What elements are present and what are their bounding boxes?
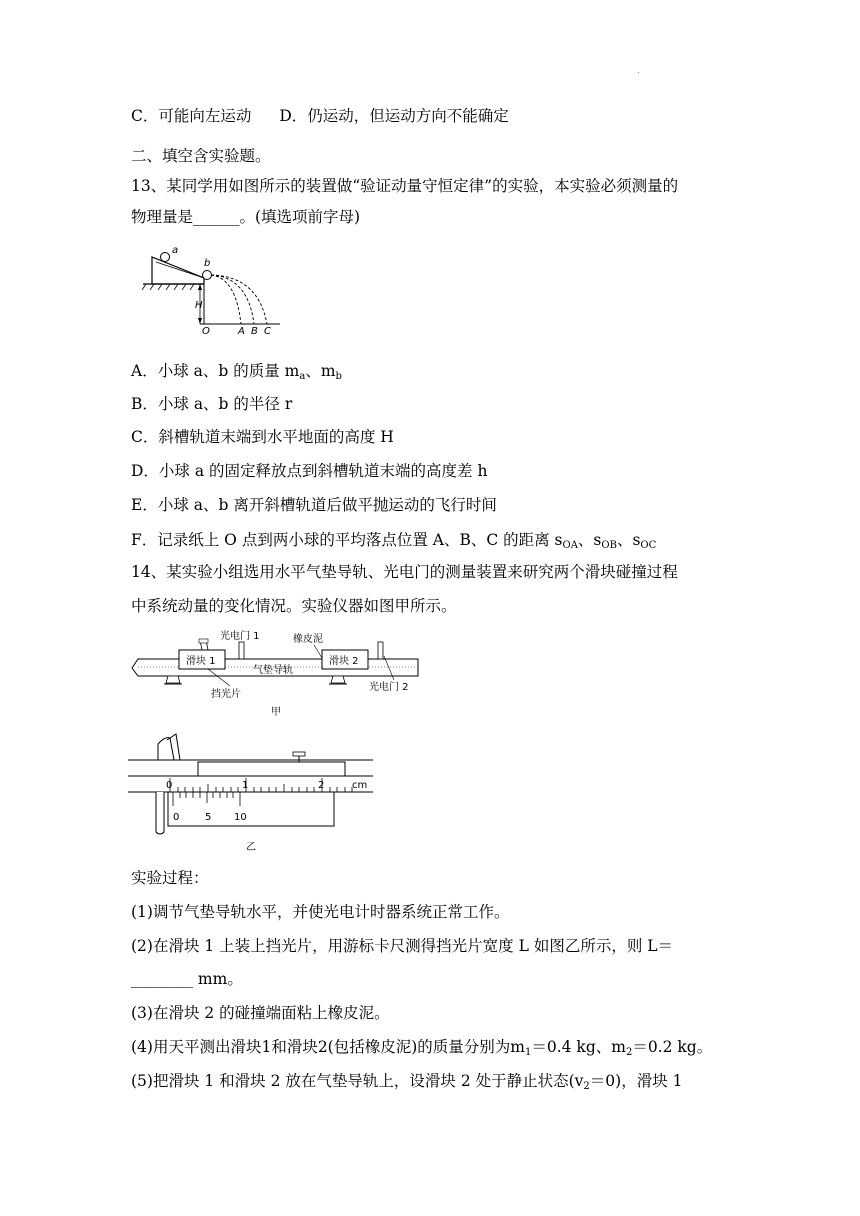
label-A: A xyxy=(238,326,245,336)
figure-b-caption: 乙 xyxy=(246,842,256,852)
question-14-line-2: 中系统动量的变化情况。实验仪器如图甲所示。 xyxy=(131,597,457,615)
main-scale-1: 1 xyxy=(242,780,249,791)
option-d-13: D．小球 a 的固定释放点到斜槽轨道末端的高度差 h xyxy=(131,462,488,480)
option-e: E．小球 a、b 离开斜槽轨道后做平抛运动的飞行时间 xyxy=(131,496,497,514)
label-a: a xyxy=(172,245,179,256)
step-1: (1)调节气垫导轨水平，并使光电计时器系统正常工作。 xyxy=(131,903,510,921)
label-C: C xyxy=(264,326,271,336)
section-2-heading: 二、填空含实验题。 xyxy=(131,147,271,165)
vernier-5: 5 xyxy=(205,812,212,823)
step-5: (5)把滑块 1 和滑块 2 放在气垫导轨上，设滑块 2 处于静止状态$(v_2=0)$，滑块 1 xyxy=(131,1072,683,1092)
option-c-d-line xyxy=(131,106,509,126)
option-b: B．小球 a、b 的半径 r xyxy=(131,395,293,413)
procedure-heading: 实验过程： xyxy=(131,869,209,887)
step-2-line-1: (2)在滑块 1 上装上挡光片，用游标卡尺测得挡光片宽度 L 如图乙所示，则 L＝ xyxy=(131,937,674,955)
step-2-line-2: ________ mm。 xyxy=(131,970,243,988)
option-a: A．小球 a、b 的质量 $m_a$、$m_b$ xyxy=(131,362,342,382)
option-c-13: C．斜槽轨道末端到水平地面的高度 H xyxy=(131,428,394,446)
question-13-line-1: 13、某同学用如图所示的装置做“验证动量守恒定律”的实验，本实验必须测量的 xyxy=(131,177,679,195)
step-3: (3)在滑块 2 的碰撞端面粘上橡皮泥。 xyxy=(131,1004,390,1022)
gate-2-label: 光电门 2 xyxy=(369,682,409,693)
gate-1-label: 光电门 1 xyxy=(220,631,260,642)
figure-a-caption: 甲 xyxy=(271,707,281,718)
main-scale-0: 0 xyxy=(166,780,173,791)
label-O: O xyxy=(202,326,210,336)
question-14-line-1: 14、某实验小组选用水平气垫导轨、光电门的测量装置来研究两个滑块碰撞过程 xyxy=(131,563,678,581)
figure-13-apparatus xyxy=(140,244,290,336)
option-d: D．仍运动，但运动方向不能确定 xyxy=(279,107,509,125)
putty-label: 橡皮泥 xyxy=(293,634,323,645)
label-H: H xyxy=(195,300,203,311)
page-dot: . xyxy=(637,66,640,75)
option-c: C．可能向左运动 xyxy=(131,107,252,125)
main-scale-2: 2 xyxy=(318,780,325,791)
option-f: F．记录纸上 O 点到两小球的平均落点位置 A、B、C 的距离 $s_{OA}$、$s_{OB}$、$s_{OC}$ xyxy=(131,531,657,551)
label-B: B xyxy=(251,326,258,336)
slider-2-label: 滑块 2 xyxy=(329,656,359,667)
figure-14-air-track xyxy=(128,628,428,720)
figure-14-vernier-caliper xyxy=(128,730,378,852)
question-13-line-2: 物理量是______。(填选项前字母) xyxy=(131,208,361,226)
unit-cm: cm xyxy=(352,780,368,791)
shade-label: 挡光片 xyxy=(211,689,241,700)
track-label: 气垫导轨 xyxy=(253,665,293,676)
step-4: (4)用天平测出滑块1和滑块2(包括橡皮泥)的质量分别为$m_1=0.4$ kg、$m_2=0.2$ kg。 xyxy=(131,1038,713,1058)
vernier-0: 0 xyxy=(173,812,180,823)
slider-1-label: 滑块 1 xyxy=(186,656,216,667)
label-b: b xyxy=(204,258,211,269)
vernier-10: 10 xyxy=(234,812,247,823)
